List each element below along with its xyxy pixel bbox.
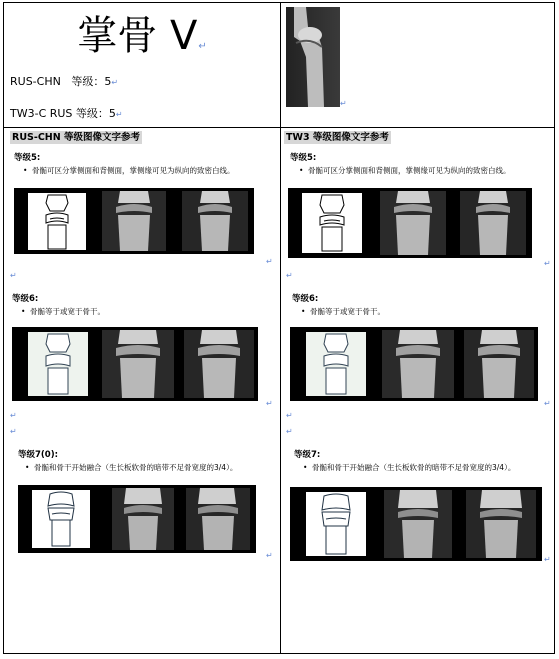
right-grade-6-images — [290, 327, 538, 401]
left-grade-7-label: 等级7(0): — [18, 450, 58, 460]
right-grade-6-label: 等级6: — [292, 294, 319, 304]
return-mark: ↵ — [10, 411, 17, 420]
rus-chn-grade-line — [10, 75, 118, 90]
bone-diagram — [28, 193, 86, 250]
return-mark: ↵ — [286, 427, 293, 436]
bone-diagram — [306, 332, 366, 396]
page-title — [4, 11, 280, 72]
xray-image — [102, 330, 174, 398]
xray-thumbnail-image — [286, 7, 340, 107]
bullet-dot: • — [301, 307, 306, 316]
xray-image — [112, 488, 174, 550]
bullet-dot: • — [299, 166, 304, 175]
left-grade-7-desc — [20, 463, 262, 473]
right-grade-6-desc — [296, 307, 545, 317]
tw3-grade-line — [10, 107, 123, 122]
xray-image — [102, 191, 166, 251]
bone-diagram — [32, 490, 90, 548]
return-mark: ↵ — [340, 99, 347, 108]
tw3-grade: TW3-C RUS 等级：5 — [10, 107, 116, 120]
return-mark: ↵ — [266, 399, 273, 408]
xray-thumbnail — [286, 7, 340, 107]
bullet-dot: • — [25, 463, 30, 472]
xray-image — [384, 490, 452, 558]
rus-chn-label: RUS-CHN — [10, 75, 61, 88]
left-grade-6-label: 等级6: — [12, 294, 39, 304]
table-row-divider — [4, 127, 554, 128]
bullet-dot: • — [303, 463, 308, 472]
document-page — [3, 2, 555, 654]
return-mark: ↵ — [266, 551, 273, 560]
right-section-heading: TW3 等级图像文字参考 — [286, 132, 389, 143]
return-mark: ↵ — [266, 257, 273, 266]
xray-image — [186, 488, 250, 550]
return-mark: ↵ — [286, 411, 293, 420]
return-mark: ↵ — [544, 555, 551, 564]
right-grade-7-label: 等级7: — [294, 450, 321, 460]
return-mark: ↵ — [10, 271, 17, 280]
bone-diagram — [306, 492, 366, 556]
right-grade-5-images — [288, 188, 532, 258]
xray-image — [380, 191, 446, 255]
left-section-heading: RUS-CHN 等级图像文字参考 — [12, 132, 140, 143]
right-grade-7-images — [290, 487, 542, 561]
return-mark: ↵ — [544, 399, 551, 408]
left-grade-5-images — [14, 188, 254, 254]
left-grade-7-images — [18, 485, 256, 553]
xray-image — [184, 330, 254, 398]
page-title-text: 掌骨 V — [77, 13, 198, 59]
table-column-divider — [280, 3, 281, 653]
left-grade-5-text: 骨骺可区分掌侧面和背侧面，掌侧缘可见为纵向的致密白线。 — [32, 166, 235, 175]
return-mark: ↵ — [115, 110, 123, 119]
right-grade-6-text: 骨骺等于或宽于骨干。 — [310, 307, 385, 316]
right-grade-5-label: 等级5: — [290, 153, 317, 163]
return-mark: ↵ — [198, 41, 207, 52]
rus-chn-grade: 等级：5 — [71, 75, 112, 88]
return-mark: ↵ — [10, 427, 17, 436]
xray-image — [464, 330, 534, 398]
xray-image — [382, 330, 454, 398]
left-grade-5-label: 等级5: — [14, 153, 41, 163]
return-mark: ↵ — [544, 259, 551, 268]
left-grade-6-images — [12, 327, 258, 401]
bullet-dot: • — [23, 166, 28, 175]
bone-diagram — [302, 193, 362, 253]
right-grade-5-desc — [294, 166, 543, 176]
bone-diagram — [28, 332, 88, 396]
xray-image — [460, 191, 526, 255]
right-grade-5-text: 骨骺可区分掌侧面和背侧面，掌侧缘可见为纵向的致密白线。 — [308, 166, 511, 175]
right-grade-7-desc — [298, 463, 542, 473]
return-mark: ↵ — [286, 271, 293, 280]
left-grade-6-desc — [16, 307, 265, 317]
left-grade-7-text: 骨骺和骨干开始融合（生长板软骨的暗带不足骨宽度的3/4）。 — [34, 463, 238, 472]
left-grade-6-text: 骨骺等于或宽于骨干。 — [30, 307, 105, 316]
left-grade-5-desc — [18, 166, 267, 176]
bullet-dot: • — [21, 307, 26, 316]
right-grade-7-text: 骨骺和骨干开始融合（生长板软骨的暗带不足骨宽度的3/4）。 — [312, 463, 516, 472]
xray-image — [466, 490, 536, 558]
xray-image — [182, 191, 248, 251]
return-mark: ↵ — [111, 78, 119, 87]
